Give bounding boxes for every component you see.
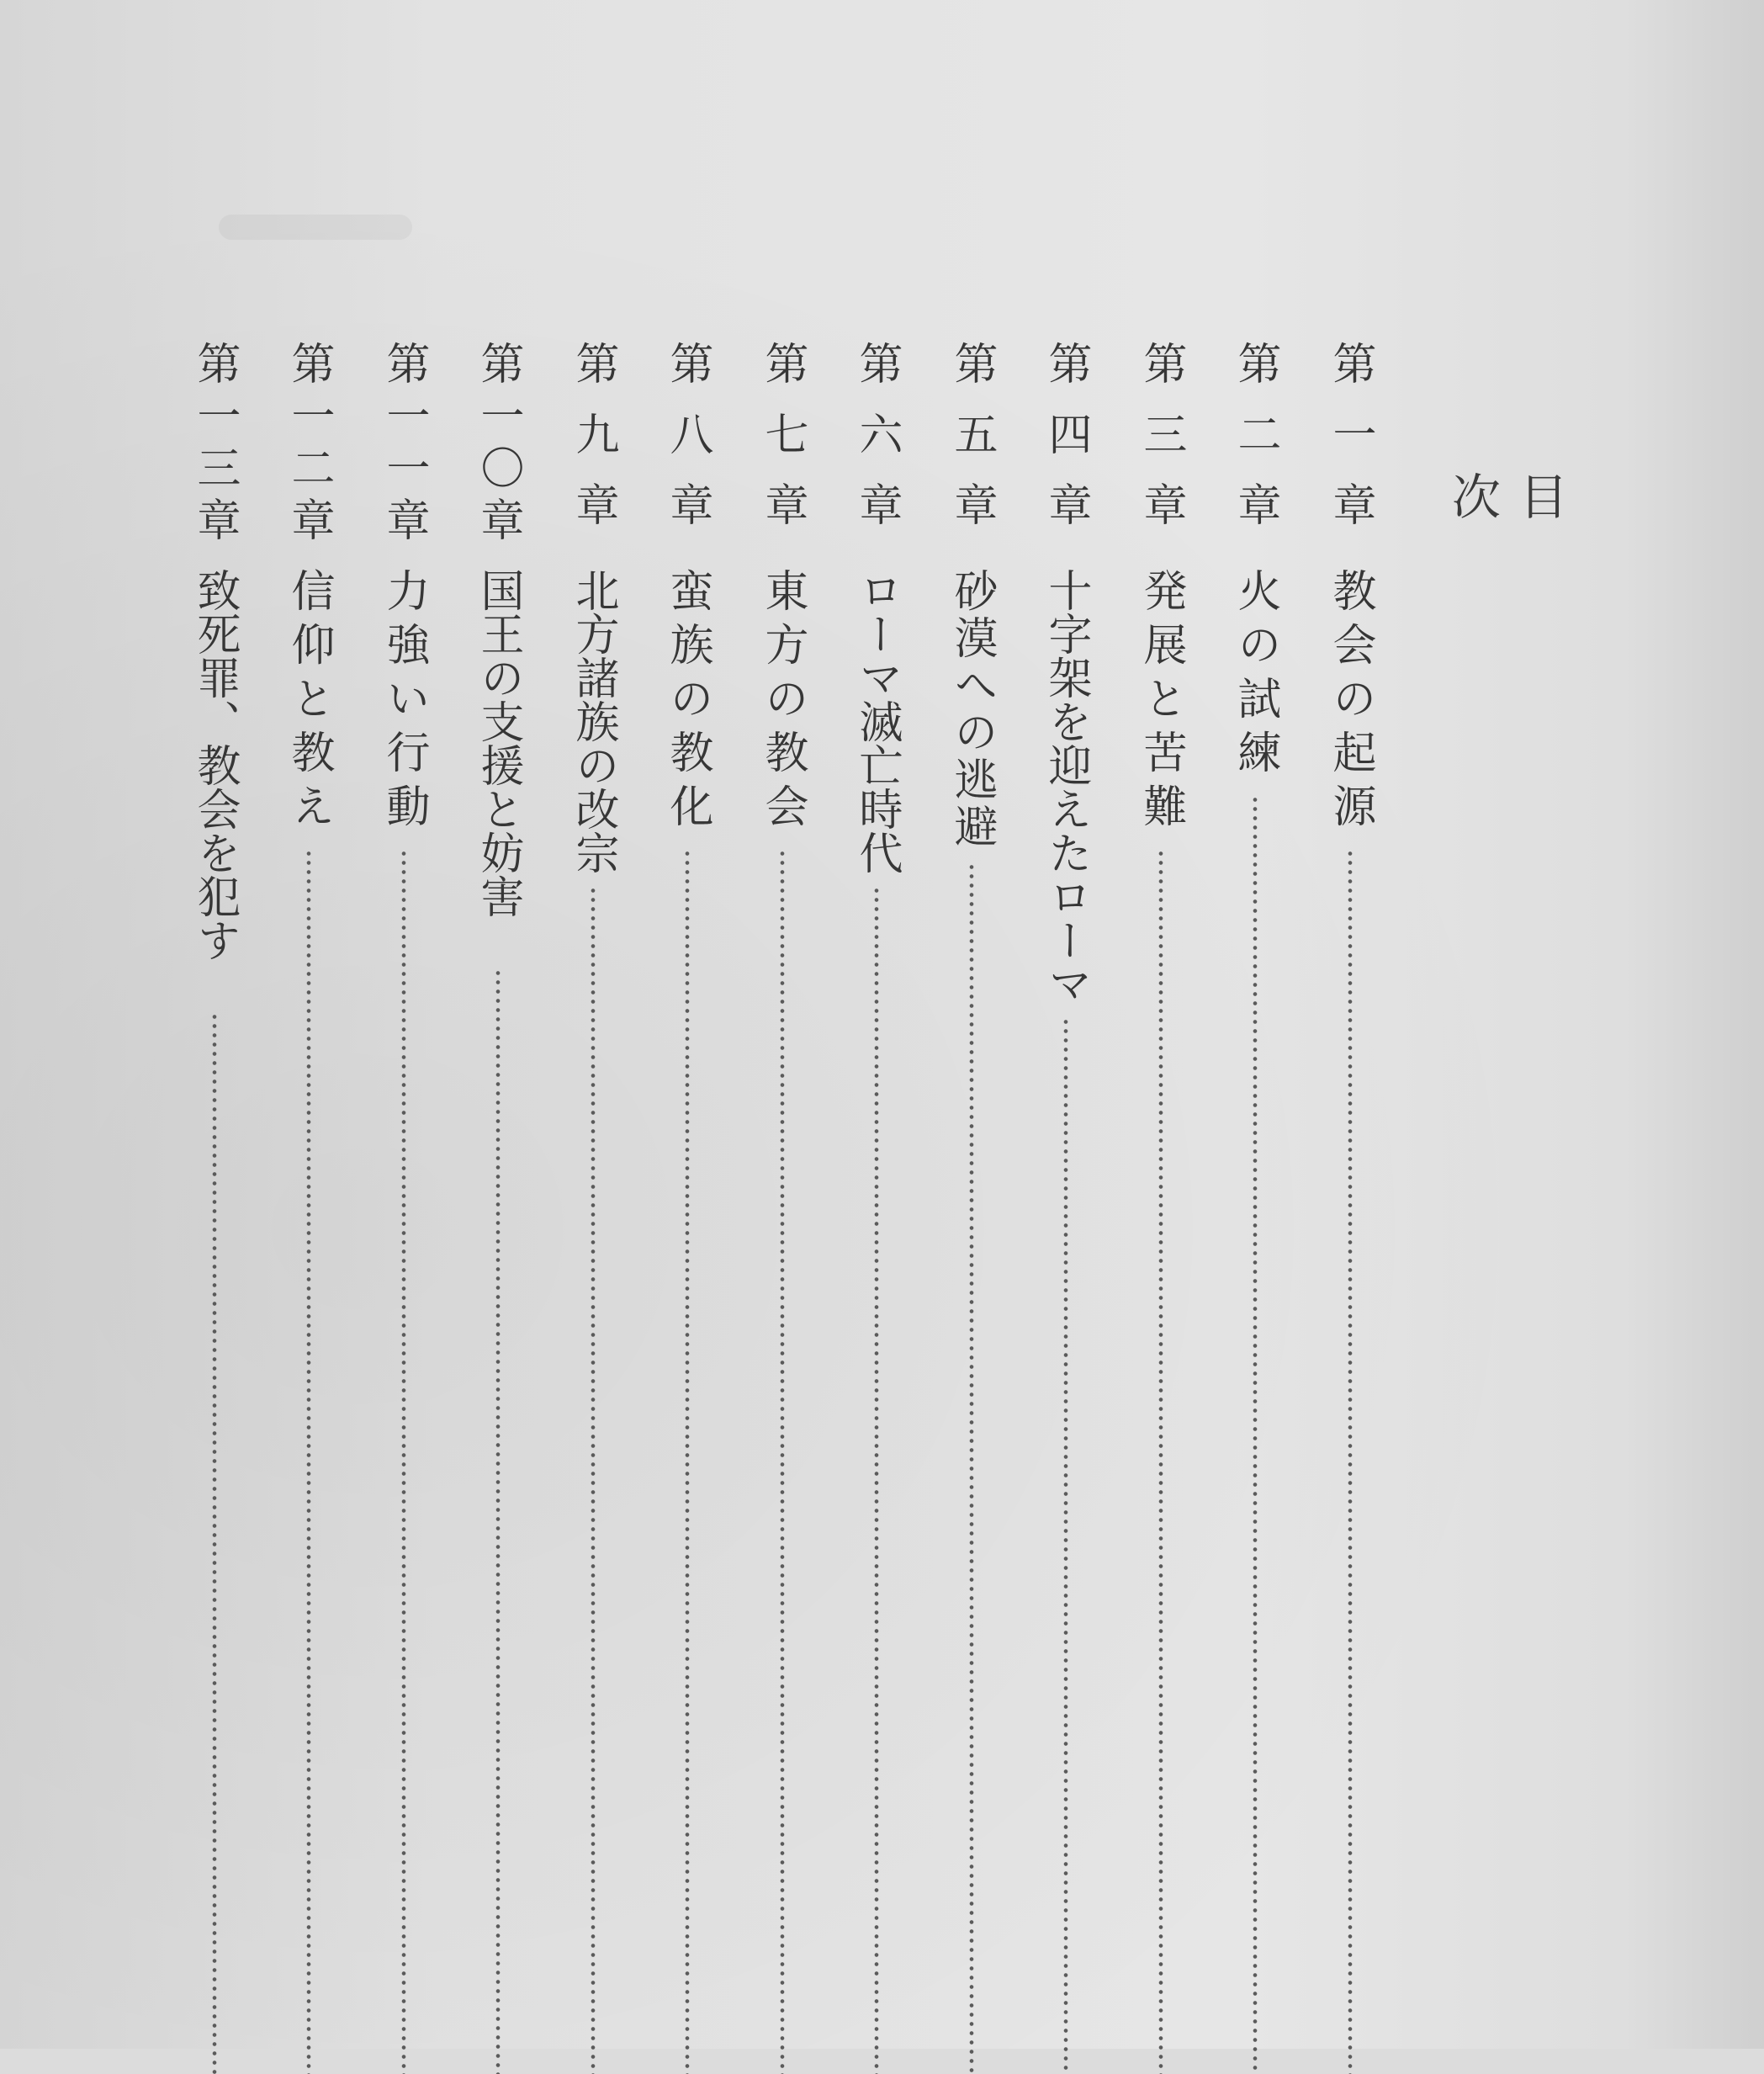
dot-leader [495,968,501,2074]
chapter-title: 信仰と教え [283,568,334,837]
dot-leader [780,849,785,2074]
toc-entry [843,341,910,2074]
chapter-title: 砂漠への逃避 [946,568,997,851]
chapter-number: 第一〇章 [473,341,523,549]
chapter-number: 第九章 [568,341,618,553]
chapter-title: 国王の支援と妨害 [473,568,523,918]
chapter-title: 火の試練 [1230,568,1280,783]
toc-entry [749,341,816,2074]
chapter-title: 発展と苦難 [1136,568,1186,837]
toc-entry [654,341,721,2074]
chapter-title: 教会の起源 [1325,568,1375,837]
chapter-number: 第一一章 [379,341,429,549]
toc-entry [275,341,342,2074]
toc-entry [1032,341,1099,2074]
chapter-number: 第一章 [1325,341,1375,553]
toc-entry [181,341,248,2074]
chapter-title: ローマ滅亡時代 [851,568,902,874]
dot-leader [1063,1017,1068,2074]
dot-leader [401,849,406,2074]
chapter-number: 第三章 [1136,341,1186,553]
toc-entry [938,341,1005,2074]
toc-entry [1127,341,1195,2074]
toc-entry [370,341,437,2074]
chapter-title: 力強い行動 [379,568,429,837]
dot-leader [591,886,596,2074]
chapter-number: 第八章 [662,341,712,553]
toc-entry [464,341,532,2074]
chapter-title: 蛮族の教化 [662,568,712,837]
dot-leader [1158,849,1163,2074]
toc-entry [559,341,627,2074]
chapter-title: 十字架を迎えたローマ [1041,568,1091,1005]
toc-entry [1316,341,1384,2074]
chapter-number: 第七章 [757,341,808,553]
dot-leader [1348,849,1353,2074]
chapter-title: 致死罪、教会を犯す [189,568,240,962]
dot-leader [306,849,311,2074]
dot-leader [874,886,879,2074]
dot-leader [969,862,974,2074]
chapter-title: 北方諸族の改宗 [568,568,618,874]
chapter-number: 第二章 [1230,341,1280,553]
page-smudge [219,215,412,240]
chapter-number: 第四章 [1041,341,1091,553]
toc-heading: 目 次 [1444,471,1568,796]
toc-entry [1221,341,1289,2074]
chapter-number: 第一三章 [189,341,240,549]
chapter-title: 東方の教会 [757,568,808,837]
chapter-number: 第一二章 [283,341,334,549]
chapter-number: 第五章 [946,341,997,553]
dot-leader [212,1012,217,2074]
dot-leader [685,849,690,2074]
dot-leader [1253,795,1258,2074]
chapter-number: 第六章 [851,341,902,553]
